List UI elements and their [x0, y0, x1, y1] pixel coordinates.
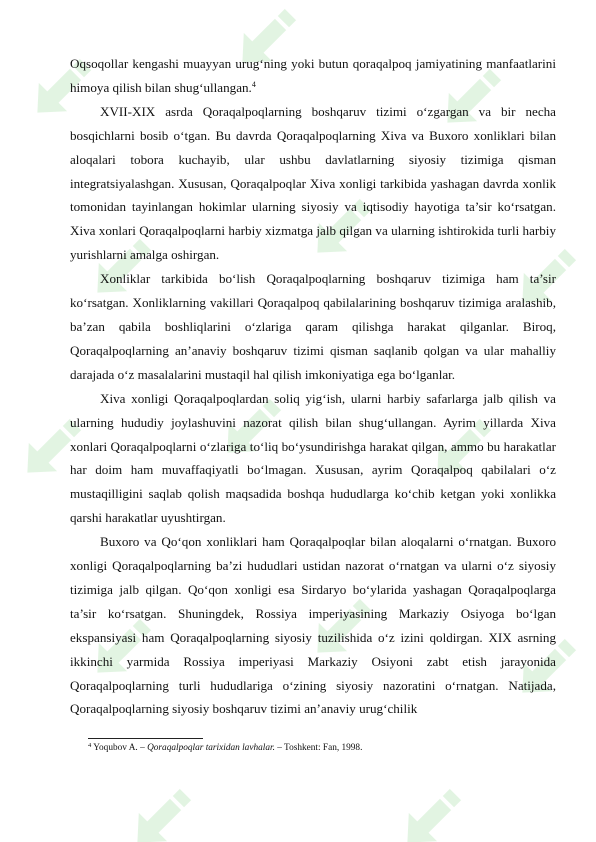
watermark-mark [111, 771, 210, 842]
footnote-author: Yoqubov A. – [93, 743, 145, 753]
paragraph-5: Buxoro va Qo‘qon xonliklari ham Qoraqalpoqlar bilan aloqalarni o‘rnatgan. Buxoro xonligi Qoraqalpoqlarning ba’zi hududlari ustidan nazorat o‘rnatgan va ularni o‘z siyosiy tizimiga jalb qilgan. Qo‘qon xonligi esa Sirdaryo bo‘ylarida yashagan Qoraqalpoqlarga ta’sir ko‘rsatgan. Shuningdek, Rossiya imperiyasining Markaziy Osiyoga bo‘lgan ekspansiyasi ham Qoraqalpoqlarning siyosiy tuzilishida o‘z izini qoldirgan. XIX asrning ikkinchi yarmida Rossiya imperiyasi Markaziy Osiyoni zabt etish jarayonida Qoraqalpoqlarning turli hududlariga o‘zining siyosiy nazoratini o‘rnatgan. Natijada, Qoraqalpoqlarning siyosiy boshqaruv tizimi an’anaviy urug‘chilik [70, 534, 556, 717]
footnote-4 [88, 742, 548, 754]
footnote-publication: – Toshkent: Fan, 1998. [277, 743, 363, 753]
footnote-number: 4 [88, 742, 92, 749]
footnote-ref-4[interactable]: 4 [251, 79, 256, 89]
footnote-title: Qoraqalpoqlar tarixidan lavhalar. [147, 743, 275, 753]
footnote-divider [88, 738, 203, 739]
document-body [70, 52, 556, 721]
paragraph-1 [70, 52, 556, 100]
paragraph-3: Xonliklar tarkibida bo‘lish Qoraqalpoqlarning boshqaruv tizimiga ham ta’sir ko‘rsatgan. Xonliklarning vakillari Qoraqalpoq qabilalarining boshqaruv tizimiga aralashib, ba’zan qabila boshliqlarini o‘zlariga qaram qilishga harakat qilganlar. Biroq, Qoraqalpoqlarning an’anaviy boshqaruv tizimi qisman saqlanib qolgan va ular mahalliy darajada o‘z masalalarini mustaqil hal qilish imkoniyatiga ega bo‘lganlar. [70, 271, 556, 382]
paragraph-4: Xiva xonligi Qoraqalpoqlardan soliq yig‘ish, ularni harbiy safarlarga jalb qilish va ularning hududiy joylashuvini nazorat qilish bilan shug‘ullangan. Ayrim yillarda Xiva xonlari Qoraqalpoqlarni o‘zlariga to‘liq bo‘ysundirishga harakat qilgan, ammo bu harakatlar har doim ham muvaffaqiyatli bo‘lmagan. Xususan, ayrim Qoraqalpoq qabilalari o‘z mustaqilligini saqlab qolish maqsadida boshqa hududlarga ko‘chib ketgan yoki xonlikka qarshi harakatlar uyushtirgan. [70, 390, 556, 526]
watermark-mark [381, 771, 480, 842]
paragraph-1-text: Oqsoqollar kengashi muayyan urug‘ning yoki butun qoraqalpoq jamiyatining manfaatlarini himoya qilish bilan shug‘ullangan. [70, 56, 556, 95]
paragraph-2: XVII-XIX asrda Qoraqalpoqlarning boshqaruv tizimi o‘zgargan va bir necha bosqichlarni bosib o‘tgan. Bu davrda Qoraqalpoqlarning Xiva va Buxoro xonliklari bilan aloqalari tobora kuchayib, ular ushbu davlatlarning siyosiy tizimiga qisman integratsiyalashgan. Xususan, Qoraqalpoqlar Xiva xonligi tarkibida yashagan davrda xonlik tomonidan tayinlangan hokimlar ularning siyosiy va iqtisodiy hayotiga ta’sir ko‘rsatgan. Xiva xonlari Qoraqalpoqlarni harbiy xizmatga jalb qilgan va ularning ishtirokida turli harbiy yurishlarni amalga oshirgan. [70, 103, 556, 263]
